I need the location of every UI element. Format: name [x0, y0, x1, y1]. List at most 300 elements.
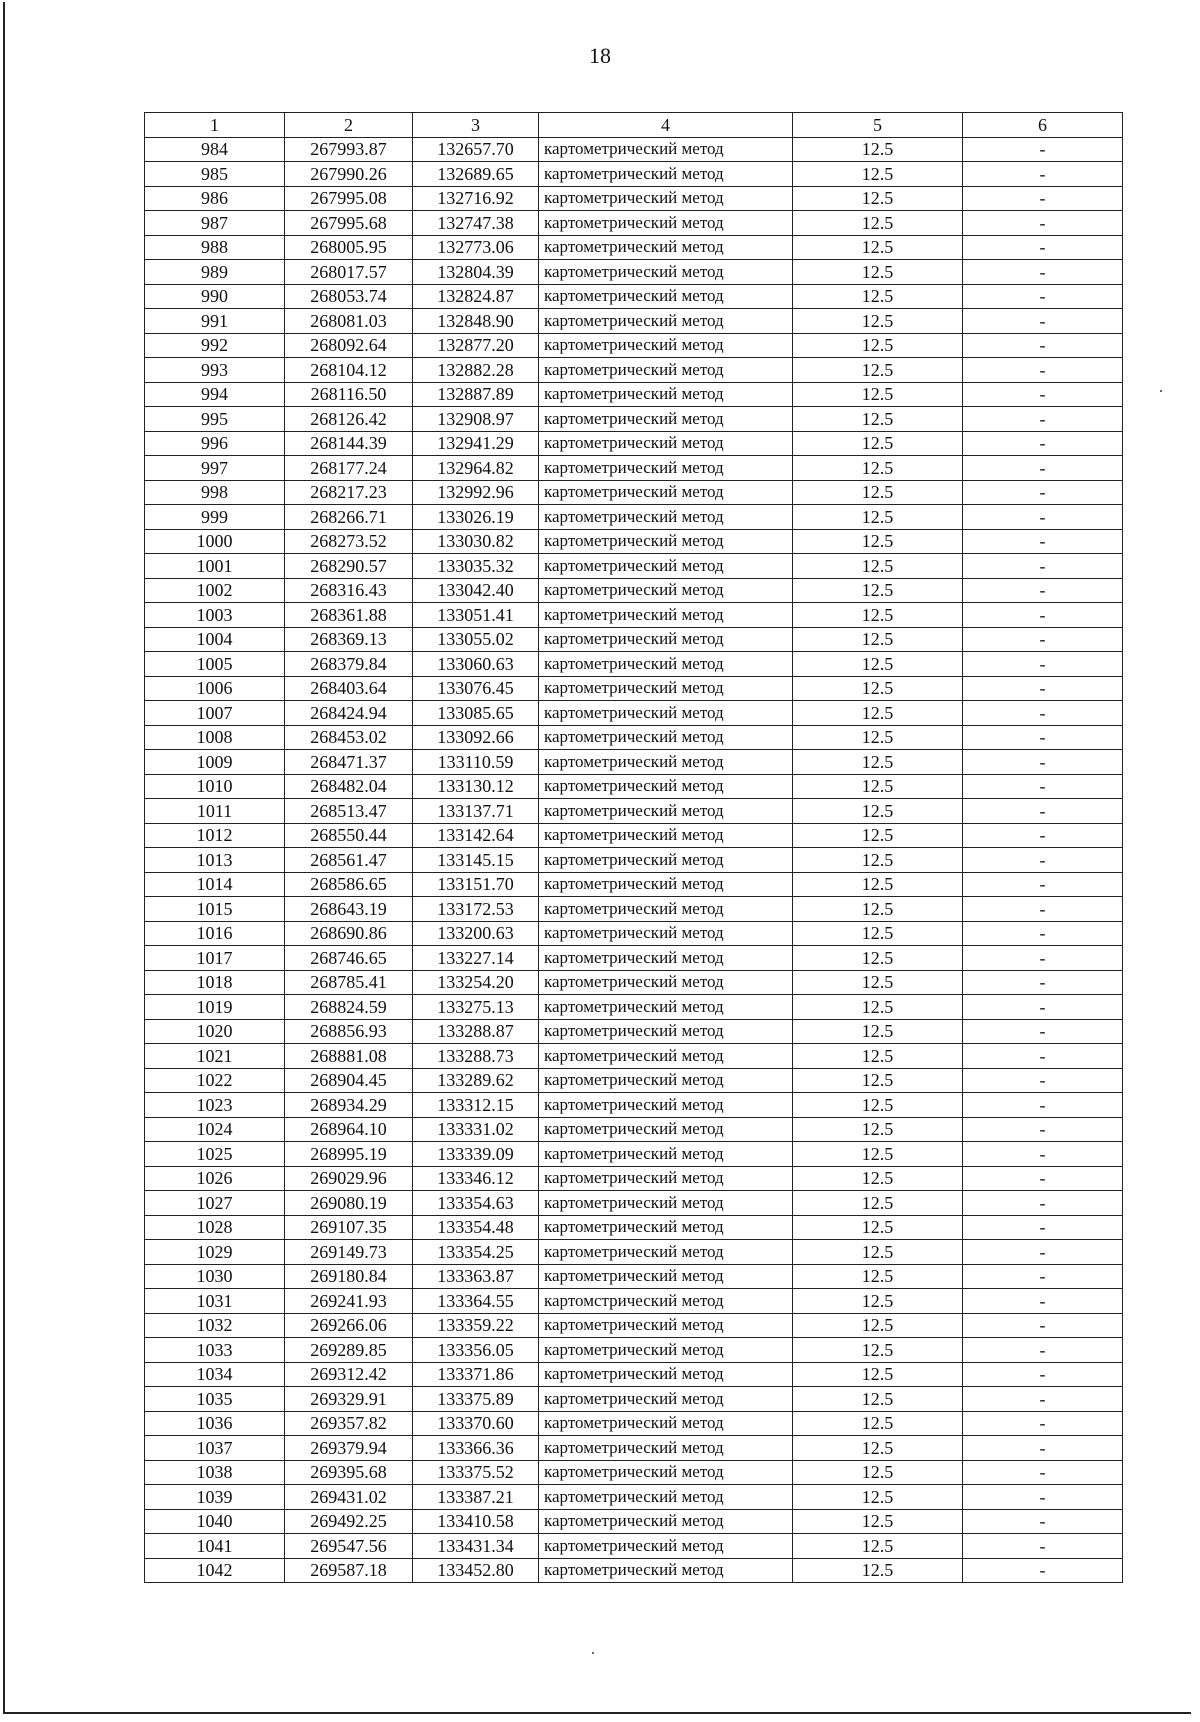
page-number: 18 — [589, 43, 611, 68]
table-row — [145, 456, 1123, 481]
y-coordinate-cell: 132964.82 — [413, 456, 539, 481]
note-cell: - — [963, 725, 1123, 750]
table-row — [145, 1362, 1123, 1387]
accuracy-cell: 12.5 — [793, 309, 963, 334]
y-coordinate-cell: 133151.70 — [413, 872, 539, 897]
x-coordinate-cell: 269431.02 — [285, 1485, 413, 1510]
y-coordinate-cell: 133092.66 — [413, 725, 539, 750]
accuracy-cell: 12.5 — [793, 1534, 963, 1559]
note-cell: - — [963, 1362, 1123, 1387]
accuracy-cell: 12.5 — [793, 897, 963, 922]
y-coordinate-cell: 132992.96 — [413, 480, 539, 505]
note-cell: - — [963, 603, 1123, 628]
note-cell: - — [963, 1387, 1123, 1412]
y-coordinate-cell: 133375.89 — [413, 1387, 539, 1412]
method-cell: картометрический метод — [539, 725, 793, 750]
coordinates-table — [144, 112, 1123, 1583]
table-row — [145, 382, 1123, 407]
point-number-cell: 989 — [145, 260, 285, 285]
table-row — [145, 1117, 1123, 1142]
scan-speck — [592, 1652, 594, 1654]
x-coordinate-cell: 269357.82 — [285, 1411, 413, 1436]
table-row — [145, 260, 1123, 285]
note-cell: - — [963, 1264, 1123, 1289]
accuracy-cell: 12.5 — [793, 701, 963, 726]
method-cell: картометрический метод — [539, 1264, 793, 1289]
point-number-cell: 1038 — [145, 1460, 285, 1485]
method-cell: картометрический метод — [539, 137, 793, 162]
point-number-cell: 998 — [145, 480, 285, 505]
method-cell: картометрический метод — [539, 382, 793, 407]
y-coordinate-cell: 133431.34 — [413, 1534, 539, 1559]
table-row — [145, 1485, 1123, 1510]
method-cell: картометрический метод — [539, 284, 793, 309]
point-number-cell: 995 — [145, 407, 285, 432]
table-row — [145, 872, 1123, 897]
point-number-cell: 985 — [145, 162, 285, 187]
x-coordinate-cell: 269266.06 — [285, 1313, 413, 1338]
y-coordinate-cell: 133346.12 — [413, 1166, 539, 1191]
y-coordinate-cell: 132941.29 — [413, 431, 539, 456]
x-coordinate-cell: 268361.88 — [285, 603, 413, 628]
accuracy-cell: 12.5 — [793, 578, 963, 603]
point-number-cell: 1035 — [145, 1387, 285, 1412]
point-number-cell: 997 — [145, 456, 285, 481]
y-coordinate-cell: 133410.58 — [413, 1509, 539, 1534]
note-cell: - — [963, 799, 1123, 824]
table-row — [145, 309, 1123, 334]
table-row — [145, 1338, 1123, 1363]
x-coordinate-cell: 268316.43 — [285, 578, 413, 603]
method-cell: картометрический метод — [539, 1460, 793, 1485]
x-coordinate-cell: 269329.91 — [285, 1387, 413, 1412]
y-coordinate-cell: 133142.64 — [413, 823, 539, 848]
table-row — [145, 774, 1123, 799]
point-number-cell: 1023 — [145, 1093, 285, 1118]
point-number-cell: 1009 — [145, 750, 285, 775]
table-row — [145, 480, 1123, 505]
point-number-cell: 1040 — [145, 1509, 285, 1534]
accuracy-cell: 12.5 — [793, 529, 963, 554]
method-cell: картометрический метод — [539, 1485, 793, 1510]
point-number-cell: 1016 — [145, 921, 285, 946]
accuracy-cell: 12.5 — [793, 799, 963, 824]
accuracy-cell: 12.5 — [793, 1215, 963, 1240]
table-row — [145, 333, 1123, 358]
x-coordinate-cell: 269492.25 — [285, 1509, 413, 1534]
y-coordinate-cell: 133288.73 — [413, 1044, 539, 1069]
accuracy-cell: 12.5 — [793, 1068, 963, 1093]
table-row — [145, 676, 1123, 701]
table-row — [145, 1411, 1123, 1436]
method-cell: картометрический метод — [539, 1411, 793, 1436]
point-number-cell: 992 — [145, 333, 285, 358]
table-row — [145, 1436, 1123, 1461]
table-row — [145, 603, 1123, 628]
table-row — [145, 652, 1123, 677]
accuracy-cell: 12.5 — [793, 505, 963, 530]
method-cell: картометрический метод — [539, 333, 793, 358]
method-cell: картометрический метод — [539, 603, 793, 628]
accuracy-cell: 12.5 — [793, 921, 963, 946]
table-row — [145, 358, 1123, 383]
table-row — [145, 823, 1123, 848]
y-coordinate-cell: 132877.20 — [413, 333, 539, 358]
x-coordinate-cell: 269029.96 — [285, 1166, 413, 1191]
method-cell: картометрический метод — [539, 799, 793, 824]
x-coordinate-cell: 268995.19 — [285, 1142, 413, 1167]
accuracy-cell: 12.5 — [793, 1387, 963, 1412]
point-number-cell: 1037 — [145, 1436, 285, 1461]
y-coordinate-cell: 132887.89 — [413, 382, 539, 407]
note-cell: - — [963, 358, 1123, 383]
x-coordinate-cell: 268934.29 — [285, 1093, 413, 1118]
note-cell: - — [963, 946, 1123, 971]
note-cell: - — [963, 921, 1123, 946]
y-coordinate-cell: 132747.38 — [413, 211, 539, 236]
table-row — [145, 505, 1123, 530]
x-coordinate-cell: 268785.41 — [285, 970, 413, 995]
point-number-cell: 1025 — [145, 1142, 285, 1167]
y-coordinate-cell: 133371.86 — [413, 1362, 539, 1387]
accuracy-cell: 12.5 — [793, 946, 963, 971]
note-cell: - — [963, 1215, 1123, 1240]
table-row — [145, 1534, 1123, 1559]
note-cell: - — [963, 309, 1123, 334]
y-coordinate-cell: 133275.13 — [413, 995, 539, 1020]
x-coordinate-cell: 268116.50 — [285, 382, 413, 407]
table-row — [145, 848, 1123, 873]
x-coordinate-cell: 269547.56 — [285, 1534, 413, 1559]
y-coordinate-cell: 133030.82 — [413, 529, 539, 554]
y-coordinate-cell: 133288.87 — [413, 1019, 539, 1044]
point-number-cell: 987 — [145, 211, 285, 236]
y-coordinate-cell: 133130.12 — [413, 774, 539, 799]
accuracy-cell: 12.5 — [793, 235, 963, 260]
y-coordinate-cell: 133137.71 — [413, 799, 539, 824]
y-coordinate-cell: 133363.87 — [413, 1264, 539, 1289]
method-cell: картометрический метод — [539, 505, 793, 530]
method-cell: картометрический метод — [539, 1534, 793, 1559]
note-cell: - — [963, 897, 1123, 922]
method-cell: картометрический метод — [539, 456, 793, 481]
y-coordinate-cell: 132689.65 — [413, 162, 539, 187]
x-coordinate-cell: 268856.93 — [285, 1019, 413, 1044]
y-coordinate-cell: 133452.80 — [413, 1558, 539, 1583]
accuracy-cell: 12.5 — [793, 1117, 963, 1142]
y-coordinate-cell: 133227.14 — [413, 946, 539, 971]
table-row — [145, 431, 1123, 456]
y-coordinate-cell: 133331.02 — [413, 1117, 539, 1142]
table-row — [145, 921, 1123, 946]
method-cell: картометрический метод — [539, 309, 793, 334]
point-number-cell: 1029 — [145, 1240, 285, 1265]
method-cell: картометрический метод — [539, 774, 793, 799]
table-row — [145, 897, 1123, 922]
column-header: 6 — [963, 113, 1123, 138]
method-cell: картометрический метод — [539, 235, 793, 260]
x-coordinate-cell: 268586.65 — [285, 872, 413, 897]
accuracy-cell: 12.5 — [793, 1313, 963, 1338]
method-cell: картометрический метод — [539, 1509, 793, 1534]
x-coordinate-cell: 267990.26 — [285, 162, 413, 187]
column-header: 3 — [413, 113, 539, 138]
accuracy-cell: 12.5 — [793, 995, 963, 1020]
point-number-cell: 1007 — [145, 701, 285, 726]
x-coordinate-cell: 268424.94 — [285, 701, 413, 726]
table-row — [145, 1215, 1123, 1240]
point-number-cell: 1031 — [145, 1289, 285, 1314]
point-number-cell: 1000 — [145, 529, 285, 554]
point-number-cell: 1039 — [145, 1485, 285, 1510]
point-number-cell: 1005 — [145, 652, 285, 677]
note-cell: - — [963, 456, 1123, 481]
x-coordinate-cell: 268403.64 — [285, 676, 413, 701]
method-cell: картометрический метод — [539, 578, 793, 603]
y-coordinate-cell: 133356.05 — [413, 1338, 539, 1363]
table-row — [145, 1387, 1123, 1412]
method-cell: картометрический метод — [539, 260, 793, 285]
note-cell: - — [963, 1436, 1123, 1461]
x-coordinate-cell: 268561.47 — [285, 848, 413, 873]
method-cell: картометрический метод — [539, 652, 793, 677]
table-row — [145, 1313, 1123, 1338]
accuracy-cell: 12.5 — [793, 627, 963, 652]
note-cell: - — [963, 627, 1123, 652]
accuracy-cell: 12.5 — [793, 750, 963, 775]
y-coordinate-cell: 133110.59 — [413, 750, 539, 775]
point-number-cell: 994 — [145, 382, 285, 407]
method-cell: картометрический метод — [539, 946, 793, 971]
note-cell: - — [963, 774, 1123, 799]
table-row — [145, 1166, 1123, 1191]
note-cell: - — [963, 137, 1123, 162]
point-number-cell: 990 — [145, 284, 285, 309]
y-coordinate-cell: 133364.55 — [413, 1289, 539, 1314]
method-cell: картометрический метод — [539, 358, 793, 383]
x-coordinate-cell: 267995.08 — [285, 186, 413, 211]
table-row — [145, 137, 1123, 162]
table-row — [145, 1044, 1123, 1069]
table-row — [145, 750, 1123, 775]
method-cell: картометрический метод — [539, 407, 793, 432]
table-row — [145, 529, 1123, 554]
accuracy-cell: 12.5 — [793, 382, 963, 407]
x-coordinate-cell: 269289.85 — [285, 1338, 413, 1363]
note-cell: - — [963, 162, 1123, 187]
method-cell: картометрический метод — [539, 921, 793, 946]
note-cell: - — [963, 1068, 1123, 1093]
y-coordinate-cell: 133375.52 — [413, 1460, 539, 1485]
method-cell: картометрический метод — [539, 1387, 793, 1412]
point-number-cell: 1034 — [145, 1362, 285, 1387]
accuracy-cell: 12.5 — [793, 358, 963, 383]
note-cell: - — [963, 333, 1123, 358]
note-cell: - — [963, 211, 1123, 236]
x-coordinate-cell: 268053.74 — [285, 284, 413, 309]
method-cell: картометрический метод — [539, 1068, 793, 1093]
table-row — [145, 1019, 1123, 1044]
table-row — [145, 995, 1123, 1020]
point-number-cell: 1030 — [145, 1264, 285, 1289]
point-number-cell: 1026 — [145, 1166, 285, 1191]
accuracy-cell: 12.5 — [793, 554, 963, 579]
point-number-cell: 991 — [145, 309, 285, 334]
accuracy-cell: 12.5 — [793, 1240, 963, 1265]
note-cell: - — [963, 505, 1123, 530]
point-number-cell: 1002 — [145, 578, 285, 603]
column-header: 2 — [285, 113, 413, 138]
method-cell: картометрический метод — [539, 995, 793, 1020]
accuracy-cell: 12.5 — [793, 1142, 963, 1167]
method-cell: картометрический метод — [539, 897, 793, 922]
x-coordinate-cell: 269587.18 — [285, 1558, 413, 1583]
x-coordinate-cell: 269180.84 — [285, 1264, 413, 1289]
note-cell: - — [963, 529, 1123, 554]
point-number-cell: 1028 — [145, 1215, 285, 1240]
y-coordinate-cell: 133200.63 — [413, 921, 539, 946]
point-number-cell: 1042 — [145, 1558, 285, 1583]
accuracy-cell: 12.5 — [793, 137, 963, 162]
accuracy-cell: 12.5 — [793, 823, 963, 848]
note-cell: - — [963, 186, 1123, 211]
note-cell: - — [963, 1117, 1123, 1142]
method-cell: картометрический метод — [539, 1191, 793, 1216]
note-cell: - — [963, 1019, 1123, 1044]
method-cell: картометрический метод — [539, 1240, 793, 1265]
point-number-cell: 1004 — [145, 627, 285, 652]
table-header-row — [145, 113, 1123, 138]
table-row — [145, 1289, 1123, 1314]
method-cell: картометрический метод — [539, 162, 793, 187]
point-number-cell: 1010 — [145, 774, 285, 799]
accuracy-cell: 12.5 — [793, 1166, 963, 1191]
x-coordinate-cell: 268550.44 — [285, 823, 413, 848]
method-cell: картометрический метод — [539, 1142, 793, 1167]
point-number-cell: 1012 — [145, 823, 285, 848]
note-cell: - — [963, 701, 1123, 726]
accuracy-cell: 12.5 — [793, 848, 963, 873]
y-coordinate-cell: 133289.62 — [413, 1068, 539, 1093]
x-coordinate-cell: 268177.24 — [285, 456, 413, 481]
x-coordinate-cell: 268290.57 — [285, 554, 413, 579]
method-cell: картометрический метод — [539, 1019, 793, 1044]
accuracy-cell: 12.5 — [793, 1460, 963, 1485]
point-number-cell: 1013 — [145, 848, 285, 873]
table-row — [145, 554, 1123, 579]
x-coordinate-cell: 268266.71 — [285, 505, 413, 530]
accuracy-cell: 12.5 — [793, 1485, 963, 1510]
accuracy-cell: 12.5 — [793, 407, 963, 432]
note-cell: - — [963, 1044, 1123, 1069]
y-coordinate-cell: 133354.48 — [413, 1215, 539, 1240]
x-coordinate-cell: 268126.42 — [285, 407, 413, 432]
method-cell: картометрический метод — [539, 211, 793, 236]
table-row — [145, 211, 1123, 236]
point-number-cell: 1019 — [145, 995, 285, 1020]
method-cell: картометрический метод — [539, 848, 793, 873]
table-row — [145, 1460, 1123, 1485]
method-cell: картометрический метод — [539, 529, 793, 554]
accuracy-cell: 12.5 — [793, 676, 963, 701]
accuracy-cell: 12.5 — [793, 1044, 963, 1069]
x-coordinate-cell: 269149.73 — [285, 1240, 413, 1265]
accuracy-cell: 12.5 — [793, 1191, 963, 1216]
note-cell: - — [963, 970, 1123, 995]
note-cell: - — [963, 1460, 1123, 1485]
table-row — [145, 1264, 1123, 1289]
note-cell: - — [963, 1534, 1123, 1559]
accuracy-cell: 12.5 — [793, 431, 963, 456]
x-coordinate-cell: 268092.64 — [285, 333, 413, 358]
x-coordinate-cell: 268453.02 — [285, 725, 413, 750]
x-coordinate-cell: 268824.59 — [285, 995, 413, 1020]
x-coordinate-cell: 268005.95 — [285, 235, 413, 260]
y-coordinate-cell: 133085.65 — [413, 701, 539, 726]
y-coordinate-cell: 133076.45 — [413, 676, 539, 701]
accuracy-cell: 12.5 — [793, 260, 963, 285]
point-number-cell: 1032 — [145, 1313, 285, 1338]
accuracy-cell: 12.5 — [793, 1362, 963, 1387]
x-coordinate-cell: 268482.04 — [285, 774, 413, 799]
y-coordinate-cell: 132824.87 — [413, 284, 539, 309]
method-cell: картометрический метод — [539, 186, 793, 211]
x-coordinate-cell: 268081.03 — [285, 309, 413, 334]
table-row — [145, 701, 1123, 726]
note-cell: - — [963, 235, 1123, 260]
x-coordinate-cell: 269080.19 — [285, 1191, 413, 1216]
point-number-cell: 1014 — [145, 872, 285, 897]
x-coordinate-cell: 268104.12 — [285, 358, 413, 383]
note-cell: - — [963, 1191, 1123, 1216]
y-coordinate-cell: 133312.15 — [413, 1093, 539, 1118]
y-coordinate-cell: 132804.39 — [413, 260, 539, 285]
y-coordinate-cell: 133172.53 — [413, 897, 539, 922]
table-row — [145, 970, 1123, 995]
accuracy-cell: 12.5 — [793, 1509, 963, 1534]
y-coordinate-cell: 133055.02 — [413, 627, 539, 652]
note-cell: - — [963, 1411, 1123, 1436]
y-coordinate-cell: 133339.09 — [413, 1142, 539, 1167]
accuracy-cell: 12.5 — [793, 1019, 963, 1044]
method-cell: картометрический метод — [539, 872, 793, 897]
method-cell: картометрический метод — [539, 1313, 793, 1338]
accuracy-cell: 12.5 — [793, 1558, 963, 1583]
method-cell: картометрический метод — [539, 970, 793, 995]
accuracy-cell: 12.5 — [793, 456, 963, 481]
point-number-cell: 1022 — [145, 1068, 285, 1093]
table-row — [145, 162, 1123, 187]
note-cell: - — [963, 1313, 1123, 1338]
y-coordinate-cell: 133051.41 — [413, 603, 539, 628]
table-row — [145, 1068, 1123, 1093]
y-coordinate-cell: 133035.32 — [413, 554, 539, 579]
accuracy-cell: 12.5 — [793, 480, 963, 505]
point-number-cell: 986 — [145, 186, 285, 211]
accuracy-cell: 12.5 — [793, 1411, 963, 1436]
method-cell: картометрический метод — [539, 1436, 793, 1461]
note-cell: - — [963, 284, 1123, 309]
scan-speck — [1160, 390, 1162, 392]
point-number-cell: 1024 — [145, 1117, 285, 1142]
note-cell: - — [963, 260, 1123, 285]
x-coordinate-cell: 268881.08 — [285, 1044, 413, 1069]
table-row — [145, 1191, 1123, 1216]
method-cell: картометрический метод — [539, 1117, 793, 1142]
x-coordinate-cell: 267995.68 — [285, 211, 413, 236]
x-coordinate-cell: 268904.45 — [285, 1068, 413, 1093]
x-coordinate-cell: 268471.37 — [285, 750, 413, 775]
